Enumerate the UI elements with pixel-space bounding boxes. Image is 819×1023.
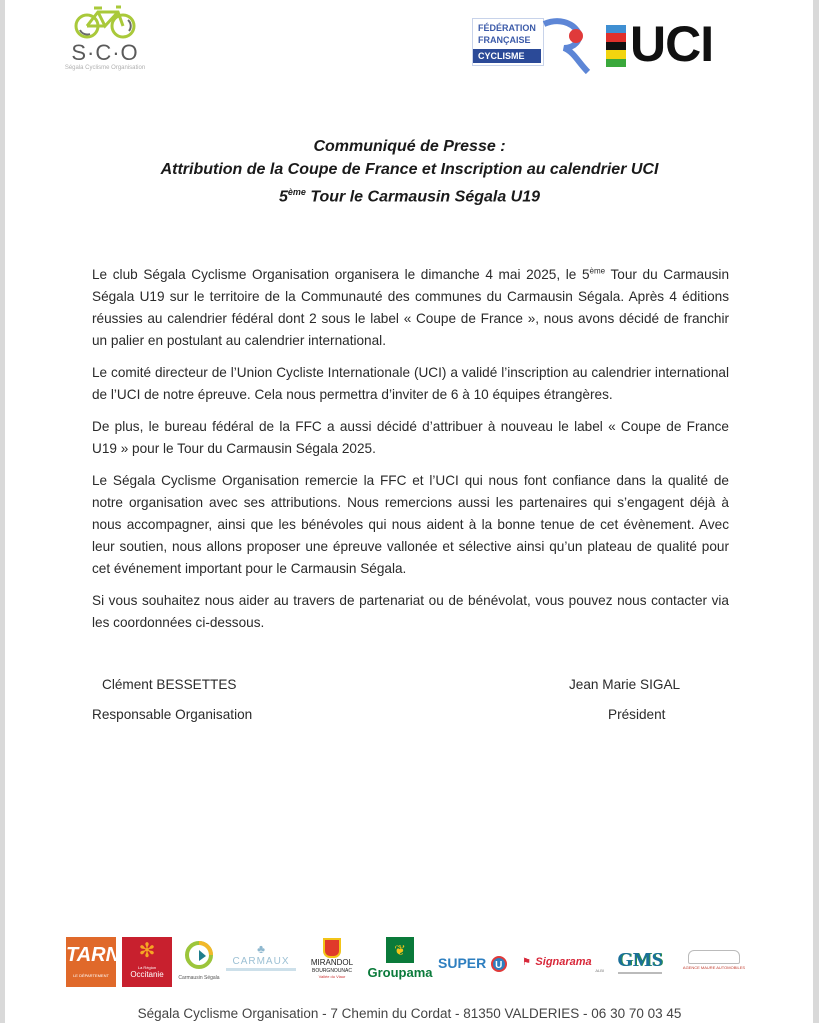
sponsor-superu-logo: [438, 953, 516, 975]
sponsor-gms-logo: [612, 948, 668, 978]
sco-logo: [55, 4, 155, 79]
ffc-line-1: FÉDÉRATION: [478, 23, 536, 33]
sponsor-occitanie-logo: [122, 937, 172, 987]
sponsor-carmausin-logo: [178, 940, 220, 988]
superu-badge-icon: U: [491, 956, 507, 972]
bicycle-icon: [74, 4, 136, 40]
signatory-left-name: Clément BESSETTES: [102, 677, 237, 692]
occitanie-sub: La Région: [137, 965, 157, 970]
paragraph-3: De plus, le bureau fédéral de la FFC a aussi décidé d’attribuer à nouveau le label « Coupe de France U19 » pour le Tour du Carmausin Ségala 2025.: [92, 419, 729, 456]
occitanie-cross-icon: ✻: [138, 940, 156, 962]
signarama-text: Signarama: [535, 956, 592, 968]
mirandol-shield-icon: [323, 938, 341, 958]
mirandol-text: MIRANDOL: [310, 958, 354, 967]
tarn-text: TARN: [66, 944, 121, 966]
signatory-right-role: Président: [608, 707, 666, 722]
ffc-band: CYCLISME: [473, 49, 541, 63]
groupama-text: Groupama: [367, 965, 433, 980]
title-edition-sup: ème: [287, 187, 306, 197]
paragraph-4: Le Ségala Cyclisme Organisation remercie la FFC et l’UCI qui nous font confiance dans la qualité de notre organisation avec ses attributions. Nous remercions aussi les partenaires qui s’engagent déjà à nous accompagner, ainsi que les bénévoles qui nous aident à la bonne tenue de cet évènement. Avec leur soutien, nous allons proposer une épreuve vallonée et sélective ainsi qu’un plateau de qualité pour cet événement important pour le Carmausin Ségala.: [92, 473, 729, 576]
groupama-emblem-icon: ❦: [386, 937, 414, 963]
gms-underline: [618, 972, 662, 974]
sponsor-signarama-logo: [522, 952, 604, 976]
carmausin-swirl-icon: [182, 940, 216, 970]
sponsor-mirandol-logo: [303, 938, 361, 988]
carmaux-emblem-icon: ♣: [257, 942, 265, 956]
sco-subtitle: Ségala Cyclisme Organisation: [64, 65, 146, 71]
agence-text: AGENCE MAURE AUTOMOBILES: [682, 965, 746, 970]
occitanie-text: Occitanie: [130, 970, 164, 979]
paragraph-1-part-b: Tour du Carmausin Ségala U19 sur le territoire de la Communauté des communes du Carmausin Ségala. Après 4 éditions réussies au calendrier fédéral dont 2 sous le label « Coupe de France », nous avons décidé de franchir un palier en postulant au calendrier international.: [92, 267, 730, 348]
sponsor-carmaux-logo: [226, 942, 296, 982]
sco-wordmark: S·C·O: [71, 40, 139, 65]
paragraph-1: [92, 264, 729, 352]
signarama-sub: ALBI: [595, 968, 604, 973]
uci-rainbow-stripes: [606, 25, 626, 67]
uci-wordmark: UCI: [630, 16, 714, 72]
signarama-flag-icon: ⚑: [522, 957, 531, 968]
ffc-swoosh-icon: [538, 18, 596, 74]
tarn-sub: LE DÉPARTEMENT: [73, 973, 109, 978]
paragraph-1-sup: ème: [589, 266, 606, 276]
carmaux-text: CARMAUX: [226, 956, 296, 971]
mirandol-sub: BOURGNOUNAC: [311, 968, 352, 974]
gms-text: GMS: [617, 949, 663, 971]
sponsor-groupama-logo: [362, 937, 438, 987]
superu-text: SUPER: [438, 955, 487, 971]
signatory-left-role: Responsable Organisation: [92, 707, 253, 722]
signatory-right-name: Jean Marie SIGAL: [569, 677, 681, 692]
title-line-2: Attribution de la Coupe de France et Inscription au calendrier UCI: [160, 161, 659, 178]
sponsor-agence-logo: [676, 950, 752, 976]
title-edition-number: 5: [278, 188, 288, 206]
title-event-name: Tour le Carmausin Ségala U19: [305, 188, 541, 206]
ffc-logo: [472, 18, 594, 74]
uci-logo: [606, 16, 751, 72]
sponsor-tarn-logo: [66, 937, 121, 987]
paragraph-5: Si vous souhaitez nous aider au travers de partenariat ou de bénévolat, vous pouvez nous contacter via les coordonnées ci-dessous.: [92, 593, 729, 630]
paragraph-2: Le comité directeur de l’Union Cycliste Internationale (UCI) a validé l’inscription au calendrier international de l’UCI de notre épreuve. Cela nous permettra d’inviter de 6 à 10 équipes étrangères.: [92, 365, 729, 402]
press-release-title: [0, 135, 819, 208]
carmausin-text: Carmausin Ségala: [178, 975, 220, 981]
footer-contact: Ségala Cyclisme Organisation - 7 Chemin du Cordat - 81350 VALDERIES - 06 30 70 03 45: [137, 1006, 682, 1021]
paragraph-1-part-a: Le club Ségala Cyclisme Organisation organisera le dimanche 4 mai 2025, le 5: [92, 267, 590, 282]
press-release-body: [92, 264, 729, 644]
title-line-1: Communiqué de Presse :: [313, 138, 506, 155]
mirandol-sub2: Vallée du Viaur: [318, 974, 346, 979]
agence-car-icon: [688, 950, 740, 964]
title-line-3: [0, 181, 819, 208]
ffc-line-2: FRANÇAISE: [478, 35, 531, 45]
